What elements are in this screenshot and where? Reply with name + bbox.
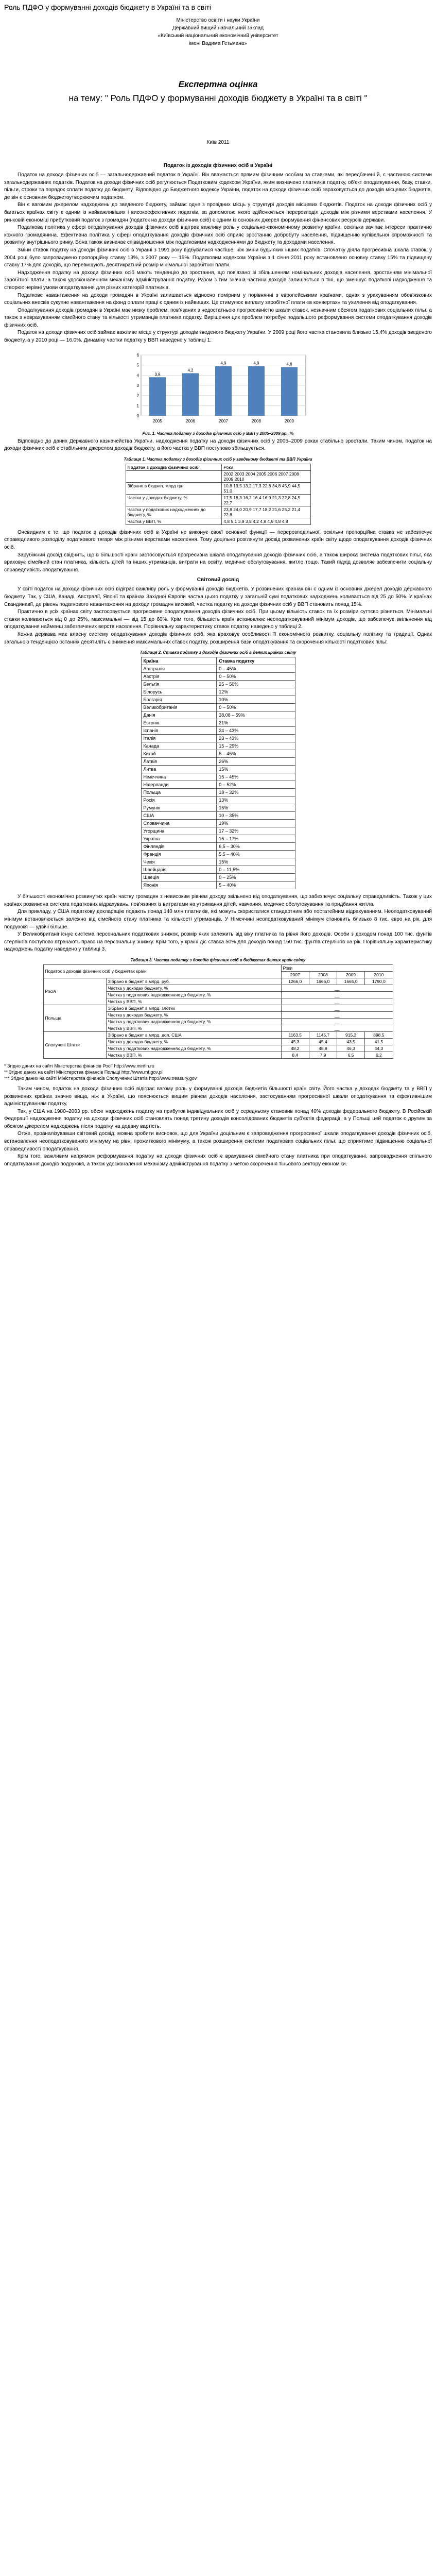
country-cell: Австрія bbox=[141, 673, 217, 681]
paragraph: Податок на доходи фізичних осіб — загальнодержавний податок в Україні. Він вважається прямим фізичним особам за ставками, які передбачені й, є частиною системи загальнодержавних податків. Податок на доходи фізичних осіб регулюється Податковим кодексом України, яким визначено платників податку, об'єкт оподаткування, базу, ставки, пільги, строки та порядок сплати податку до бюджету. Відповідно до Бюджетного кодексу України, податок на доходи фізичних осіб зараховується до доходів місцевих бюджетів, де він є основним бюджетоутворюючим податком. bbox=[4, 172, 432, 200]
value-cell: 48,2 bbox=[281, 1045, 309, 1052]
bar bbox=[182, 373, 199, 416]
y-tick-label: 4 bbox=[136, 372, 139, 378]
value-cell: __ bbox=[281, 985, 393, 991]
row-label: Частка у ВВП, % bbox=[106, 1025, 281, 1031]
table1-year-label: Роки bbox=[222, 464, 310, 470]
ministry-header bbox=[4, 16, 432, 47]
year-header: 2007 bbox=[281, 971, 309, 978]
rate-cell: 24 – 43% bbox=[217, 727, 295, 735]
table-row bbox=[141, 742, 295, 750]
year-header: 2009 bbox=[337, 971, 365, 978]
y-tick-label: 3 bbox=[136, 383, 139, 388]
paragraph: Податкова політика у сфері оподаткування доходів фізичних осіб відіграє важливу роль у соціально-економічному розвитку країни, оскільки зачіпає інтереси практично кожного громадянина. Ефективна політика у сфері оподаткування доходів фізичних осіб сприяє зростанню добробуту населення, підвищенню купівельної спроможності та розвитку внутрішнього ринку. Вона також визначає співвідношення між податковими надходженнями до бюджету та доходами населення. bbox=[4, 225, 432, 246]
table-row bbox=[126, 518, 310, 524]
rate-cell: 10 – 35% bbox=[217, 812, 295, 820]
row-label: Зібрано в бюджет в млрд. злотих bbox=[106, 1005, 281, 1011]
table-cell-label: Частка у податкових надходженнях до бюджету, % bbox=[126, 506, 222, 518]
table-row bbox=[141, 673, 295, 681]
country-cell: Польща bbox=[43, 1005, 106, 1031]
table-row bbox=[126, 494, 310, 506]
paragraph: Податок на доходи фізичних осіб займає важливе місце у структурі доходів зведеного бюджету України. У 2009 році його частка становила близько 15,4% доходів зведеного бюджету, а у 2010 році — 16,0%. Динаміку частки податку у ВВП наведено у таблиці 1. bbox=[4, 330, 432, 344]
header-line: «Київський національний економічний університет bbox=[158, 33, 278, 39]
country-cell: Італія bbox=[141, 735, 217, 742]
paragraph: У світі податок на доходи фізичних осіб відіграє важливу роль у формуванні доходів бюджетів. У розвинених країнах він є одним із основних джерел доходів державного бюджету. Так, у США, Канаді, Австралії, Японії та країнах Західної Європи частка цього податку у загальній сумі податкових надходжень коливається від 25 до 50%. У країнах Скандинавії, де рівень податкового навантаження на доходи громадян високий, частка податку на доходи фізичних осіб у ВВП становить понад 15%. bbox=[4, 586, 432, 607]
table-row bbox=[141, 766, 295, 773]
table-row bbox=[126, 506, 310, 518]
table-row bbox=[141, 735, 295, 742]
bar bbox=[215, 366, 232, 415]
value-cell: 46,3 bbox=[337, 1045, 365, 1052]
rate-cell: 18 – 32% bbox=[217, 789, 295, 796]
bar bbox=[149, 377, 166, 416]
table3 bbox=[43, 964, 393, 1059]
country-cell: Україна bbox=[141, 835, 217, 843]
section1-body-3 bbox=[4, 529, 432, 574]
table-row bbox=[43, 978, 393, 985]
country-cell: Нідерланди bbox=[141, 781, 217, 789]
value-cell: 1163,5 bbox=[281, 1031, 309, 1038]
rate-cell: 38,08 – 59% bbox=[217, 711, 295, 719]
rate-cell: 0 – 52% bbox=[217, 781, 295, 789]
x-tick-label: 2009 bbox=[284, 418, 294, 423]
header-line: Державний вищий навчальний заклад bbox=[172, 25, 264, 31]
table-cell-values: 4,8 5,1 3,9 3,8 4,2 4,9 4,9 4,8 4,8 bbox=[222, 518, 310, 524]
paragraph: Надходження податку на доходи фізичних осіб мають тенденцію до зростання, що пов'язано зі збільшенням номінальних доходів населення, зростанням мінімальної заробітної плати, а також удосконаленням механізму адміністрування податку. Разом з тим значна частина доходів залишається в тіні, що зменшує податкові надходження та створює нерівні умови оподаткування для різних категорій платників. bbox=[4, 269, 432, 291]
country-cell: Канада bbox=[141, 742, 217, 750]
row-label: Частка у ВВП, % bbox=[106, 998, 281, 1005]
rate-cell: 15% bbox=[217, 766, 295, 773]
country-cell: Латвія bbox=[141, 758, 217, 766]
table-row bbox=[43, 1031, 393, 1038]
rate-cell: 0 – 50% bbox=[217, 673, 295, 681]
country-cell: Росія bbox=[43, 978, 106, 1005]
table-row bbox=[141, 804, 295, 812]
y-tick-label: 5 bbox=[136, 363, 139, 368]
country-cell: Швеція bbox=[141, 874, 217, 882]
y-tick-label: 6 bbox=[136, 352, 139, 358]
table-row bbox=[141, 812, 295, 820]
value-cell: 1665,0 bbox=[337, 978, 365, 985]
rate-cell: 16% bbox=[217, 804, 295, 812]
table2 bbox=[141, 657, 295, 889]
table-row bbox=[141, 858, 295, 866]
value-cell: __ bbox=[281, 1011, 393, 1018]
header-line: імені Вадима Гетьмана» bbox=[189, 41, 247, 46]
paragraph: Кожна держава має власну систему оподаткування доходів фізичних осіб, яка враховує особливості її економічного розвитку, соціальну політику та традиції. Однак загальною тенденцією останніх десятиліть є зниження максимальних ставок податку, розширення бази оподаткування та скорочення кількості податкових пільг. bbox=[4, 631, 432, 645]
paragraph: Таким чином, податок на доходи фізичних осіб відіграє вагому роль у формуванні доходів бюджетів більшості країн світу. Його частка у доходах бюджету та у ВВП у розвинених країнах значно вища, ніж в Україні, що пояснюється вищим рівнем доходів населення, застосуванням прогресивної шкали оподаткування та ефективнішим адмініструванням податку. bbox=[4, 1086, 432, 1107]
footnotes bbox=[4, 1063, 432, 1081]
row-label: Частка у податкових надходженнях до бюджету, % bbox=[106, 1045, 281, 1052]
rate-cell: 15 – 29% bbox=[217, 742, 295, 750]
paragraph: Отже, проаналізувавши світовий досвід, можна зробити висновок, що для України доцільним є запровадження прогресивної шкали оподаткування доходів фізичних осіб, встановлення неоподатковуваного мінімуму на рівні прожиткового мінімуму, а також розширення системи податкових соціальних пільг, що сприятиме підвищенню соціальної справедливості оподаткування. bbox=[4, 1131, 432, 1152]
data-label: 4,8 bbox=[286, 362, 292, 367]
rate-cell: 12% bbox=[217, 688, 295, 696]
table-row bbox=[141, 773, 295, 781]
rate-cell: 10% bbox=[217, 696, 295, 704]
paragraph: Він є вагомим джерелом надходжень до зведеного бюджету, займає одне з провідних місць у структурі доходів місцевих бюджетів. Податок на доходи фізичних осіб у багатьох країнах світу є одним із найважливіших і високоефективних податків, за допомогою якого здійснюється перерозподіл доходів між різними верствами населення. У ринковій економіці прибутковий податок з громадян (податок на доходи фізичних осіб) є одним із основних джерел формування фінансових ресурсів держави. bbox=[4, 202, 432, 223]
value-cell: __ bbox=[281, 998, 393, 1005]
value-cell: 6,2 bbox=[365, 1052, 393, 1058]
table-cell-values: 17,5 18,3 16,2 16,4 16,9 21,3 22,8 24,5 22,7 bbox=[222, 494, 310, 506]
table-row bbox=[141, 874, 295, 882]
rate-cell: 0 – 25% bbox=[217, 874, 295, 882]
value-cell: 1666,0 bbox=[309, 978, 337, 985]
section1-body-2 bbox=[4, 438, 432, 453]
value-cell: 915,3 bbox=[337, 1031, 365, 1038]
value-cell: 1266,0 bbox=[281, 978, 309, 985]
country-cell: Німеччина bbox=[141, 773, 217, 781]
country-cell: Польща bbox=[141, 789, 217, 796]
table2-caption: Таблиця 2. Ставка податку з доходів фізичних осіб в деяких країнах світу bbox=[139, 650, 297, 655]
bar bbox=[248, 366, 265, 415]
header-line: Міністерство освіти і науки України bbox=[176, 18, 260, 23]
value-cell: 45,3 bbox=[281, 1038, 309, 1045]
value-cell: 1145,7 bbox=[309, 1031, 337, 1038]
bar-chart bbox=[126, 350, 311, 427]
row-label: Частка у доходах бюджету, % bbox=[106, 985, 281, 991]
table-row bbox=[141, 704, 295, 711]
rate-cell: 15 – 17% bbox=[217, 835, 295, 843]
country-cell: Японія bbox=[141, 882, 217, 889]
x-tick-label: 2007 bbox=[218, 418, 228, 423]
table2-header-country: Країна bbox=[141, 657, 217, 665]
table-row bbox=[43, 1005, 393, 1011]
value-cell: 41,5 bbox=[365, 1038, 393, 1045]
year-header: 2010 bbox=[365, 971, 393, 978]
table-cell-label: Частка у доходах бюджету, % bbox=[126, 494, 222, 506]
table-row bbox=[141, 851, 295, 858]
table-row bbox=[141, 719, 295, 727]
value-cell: 48,9 bbox=[309, 1045, 337, 1052]
country-cell: Австралія bbox=[141, 665, 217, 673]
country-cell: Росія bbox=[141, 796, 217, 804]
country-cell: Фінляндія bbox=[141, 843, 217, 851]
value-cell: __ bbox=[281, 1025, 393, 1031]
closing-body bbox=[4, 1086, 432, 1168]
table1 bbox=[126, 464, 311, 525]
city-year: Київ 2011 bbox=[206, 140, 230, 145]
y-tick-label: 0 bbox=[136, 413, 139, 418]
paragraph: Крім того, важливим напрямом реформування податку на доходи фізичних осіб є врахування сімейного стану платника при оподаткуванні, запровадження спільного оподаткування доходів подружжя, а також удосконалення механізму адміністрування податку з метою скорочення тіньового сектору економіки. bbox=[4, 1154, 432, 1167]
rate-cell: 5 – 40% bbox=[217, 882, 295, 889]
rate-cell: 5 – 45% bbox=[217, 750, 295, 758]
x-tick-label: 2006 bbox=[185, 418, 195, 423]
row-label: Частка у податкових надходженнях до бюджету, % bbox=[106, 1018, 281, 1025]
country-cell: Сполучені Штати bbox=[43, 1031, 106, 1058]
value-cell: 43,5 bbox=[337, 1038, 365, 1045]
country-cell: Чехія bbox=[141, 858, 217, 866]
table-row bbox=[141, 711, 295, 719]
table3-years-label: Роки bbox=[281, 964, 393, 971]
rate-cell: 15% bbox=[217, 858, 295, 866]
table-cell-values: 23,8 24,0 20,9 17,7 18,2 21,6 25,2 21,4 22,8 bbox=[222, 506, 310, 518]
value-cell: 45,4 bbox=[309, 1038, 337, 1045]
x-tick-label: 2005 bbox=[152, 418, 162, 423]
paragraph: Очевидним є те, що податок з доходів фізичних осіб в Україні не виконує своєї основної функції — перерозподільної, оскільки пропорційна ставка не забезпечує справедливого розподілу податкового тягаря між різними верствами населення. Тому доцільно розглянути досвід розвинених країн світу щодо оподаткування доходів фізичних осіб. bbox=[4, 529, 432, 551]
paragraph: У більшості економічно розвинутих країн частку громадян з невисоким рівнем доходу звільнено від оподаткування, що забезпечує соціальну справедливість. Також у цих країнах розвинена система податкових відрахувань, пов'язаних із витратами на утримання дітей, навчання, медичне обслуговування та придбання житла. bbox=[4, 894, 432, 907]
row-label: Частка у податкових надходженнях до бюджету, % bbox=[106, 991, 281, 998]
y-tick-label: 2 bbox=[136, 393, 139, 398]
row-label: Частка у доходах бюджету, % bbox=[106, 1011, 281, 1018]
chart-caption: Рис. 1. Частка податку з доходів фізичних осіб у ВВП у 2005–2009 рр., % bbox=[142, 431, 294, 436]
section2-body bbox=[4, 586, 432, 646]
document-title: Роль ПДФО у формуванні доходів бюджету в Україні та в світі bbox=[4, 3, 211, 11]
country-cell: Румунія bbox=[141, 804, 217, 812]
table-row bbox=[126, 482, 310, 494]
rate-cell: 19% bbox=[217, 820, 295, 827]
paragraph: У Великобританії існує система персональних податкових знижок, розмір яких залежить від віку платника та рівня його доходів. Особи з доходом понад 100 тис. фунтів стерлінгів поступово втрачають право на персональну знижку. Крім того, у країні діє ставка 50% для доходів понад 150 тис. фунтів стерлінгів на рік. Порівняльну характеристику надходжень податку наведено у таблиці 3. bbox=[4, 931, 432, 953]
table-row bbox=[141, 688, 295, 696]
table-row bbox=[141, 750, 295, 758]
data-label: 4,9 bbox=[253, 361, 259, 366]
table-row bbox=[141, 827, 295, 835]
chart-container bbox=[4, 350, 432, 427]
rate-cell: 17 – 32% bbox=[217, 827, 295, 835]
section-title: Податок із доходів фізичних осіб в Україні bbox=[163, 163, 273, 168]
value-cell: 8,4 bbox=[281, 1052, 309, 1058]
rate-cell: 6,5 – 30% bbox=[217, 843, 295, 851]
section-title: Світовий досвід bbox=[197, 577, 239, 583]
section1-body bbox=[4, 172, 432, 345]
table-cell-label: Зібрано в бюджет, млрд грн bbox=[126, 482, 222, 494]
table-row bbox=[141, 866, 295, 874]
table3-left-header: Податок з доходів фізичних осіб у бюджетах країн bbox=[43, 964, 281, 978]
table1-caption: Таблиця 1. Частка податку з доходів фізичних осіб у зведеному бюджеті та ВВП України bbox=[124, 456, 312, 462]
footnote: ** Згідно даних на сайті Міністерства фінансів Польщі http://www.mf.gov.pl bbox=[4, 1069, 163, 1075]
data-label: 4,9 bbox=[220, 361, 226, 366]
table3-caption: Таблиця 3. Частка податку з доходів фізичних осіб в бюджетах деяких країн світу bbox=[130, 957, 306, 962]
table-row bbox=[141, 681, 295, 688]
rate-cell: 23 – 43% bbox=[217, 735, 295, 742]
table2-header-rate: Ставка податку bbox=[217, 657, 295, 665]
country-cell: Угорщина bbox=[141, 827, 217, 835]
table-row bbox=[141, 696, 295, 704]
row-label: Частка у ВВП, % bbox=[106, 1052, 281, 1058]
paragraph: Так, у США на 1980–2003 рр. обсяг надходжень податку на прибуток індивідуальних осіб у середньому становив понад 40% доходів федерального бюджету. В Російській Федерації надходження податку на доходи фізичних осіб становлять понад третину доходів консолідованих бюджетів суб'єктів федерації, а у Польщі цей податок є другим за обсягом джерелом надходжень після податку на додану вартість. bbox=[4, 1108, 432, 1129]
value-cell: 44,3 bbox=[365, 1045, 393, 1052]
table-row bbox=[141, 758, 295, 766]
rate-cell: 0 – 50% bbox=[217, 704, 295, 711]
paragraph: Для прикладу, у США податкову декларацію подають понад 140 млн платників, які можуть скористатися стандартним або постатейним відрахуванням. Неоподатковуваний мінімум встановлюється залежно від сімейного стану платника та кількості утриманців. У Німеччині неоподатковуваний мінімум становить близько 8 тис. євро на рік, для подружжя — удвічі більше. bbox=[4, 909, 432, 930]
rate-cell: 25 – 50% bbox=[217, 681, 295, 688]
country-cell: Франція bbox=[141, 851, 217, 858]
section2-body-2 bbox=[4, 893, 432, 954]
rate-cell: 5,5 – 40% bbox=[217, 851, 295, 858]
footnote: *** Згідно даних на сайті Міністерства фінансів Сполучених Штатів http://www.treasury.gov bbox=[4, 1075, 197, 1081]
bar bbox=[281, 367, 298, 415]
paragraph: Зміни ставок податку на доходи фізичних осіб в Україні з 1991 року відбувалися частіше, ніж зміни будь-яких інших податків. Спочатку діяла прогресивна шкала ставок, у 2004 році було запроваджено пропорційну ставку 13%, з 2007 року — 15%. Податковим кодексом України з 1 січня 2011 року встановлено основну ставку 15% та підвищену ставку 17% для доходів, що перевищують десятикратний розмір мінімальної заробітної плати. bbox=[4, 247, 432, 268]
table-row bbox=[141, 781, 295, 789]
value-cell: 1790,0 bbox=[365, 978, 393, 985]
table-row bbox=[141, 820, 295, 827]
table-cell-label: Частка у ВВП, % bbox=[126, 518, 222, 524]
country-cell: Китай bbox=[141, 750, 217, 758]
rate-cell: 21% bbox=[217, 719, 295, 727]
x-tick-label: 2008 bbox=[251, 418, 261, 423]
country-cell: США bbox=[141, 812, 217, 820]
paragraph: Зарубіжний досвід свідчить, що в більшості країн застосовується прогресивна шкала оподаткування доходів фізичних осіб, а також широка система податкових пільг, яка враховує сімейний стан платника, кількість дітей та інших утриманців, витрати на освіту, медичне обслуговування, житло тощо. Такий підхід дозволяє забезпечити соціальну справедливість оподаткування. bbox=[4, 552, 432, 573]
table-row bbox=[141, 882, 295, 889]
data-label: 3,8 bbox=[154, 371, 161, 377]
paragraph: Практично в усіх країнах світу застосовується прогресивне оподаткування доходів фізичних осіб. При цьому кількість ставок та їх розміри суттєво різняться. Мінімальні ставки коливаються від 0 до 25%, максимальні — від 15 до 60%. Крім того, більшість країн встановлює неоподатковуваний мінімум доходів, що забезпечує звільнення від оподаткування найменш забезпечених верств населення. Порівняльну характеристику ставок податку наведено у таблиці 2. bbox=[4, 609, 432, 630]
country-cell: Швейцарія bbox=[141, 866, 217, 874]
country-cell: Словаччина bbox=[141, 820, 217, 827]
row-label: Зібрано в бюджет в млрд. руб. bbox=[106, 978, 281, 985]
country-cell: Литва bbox=[141, 766, 217, 773]
paragraph: Відповідно до даних Державного казначейства України, надходження податку на доходи фізичних осіб у 2005–2009 роках стабільно зростали. Таким чином, податок на доходи фізичних осіб є стабільним джерелом доходів бюджету, а його частка у ВВП поступово збільшується. bbox=[4, 438, 432, 452]
country-cell: Бельгія bbox=[141, 681, 217, 688]
table1-years: 2002 2003 2004 2005 2006 2007 2008 2009 2010 bbox=[222, 470, 310, 482]
table-row bbox=[141, 727, 295, 735]
country-cell: Іспанія bbox=[141, 727, 217, 735]
row-label: Зібрано в бюджет в млрд. дол. США bbox=[106, 1031, 281, 1038]
value-cell: 898,5 bbox=[365, 1031, 393, 1038]
table-row bbox=[141, 665, 295, 673]
year-header: 2008 bbox=[309, 971, 337, 978]
value-cell: 7,9 bbox=[309, 1052, 337, 1058]
table-cell-values: 10,8 13,5 13,2 17,3 22,8 34,8 45,9 44,5 51,0 bbox=[222, 482, 310, 494]
data-label: 4,2 bbox=[187, 368, 194, 373]
table-row bbox=[141, 843, 295, 851]
row-label: Частка у доходах бюджету, % bbox=[106, 1038, 281, 1045]
country-cell: Білорусь bbox=[141, 688, 217, 696]
value-cell: __ bbox=[281, 1005, 393, 1011]
expert-title: Експертна оцінка bbox=[178, 79, 258, 89]
value-cell: __ bbox=[281, 991, 393, 998]
footnote: * Згідно даних на сайті Міністерства фінансів Росії http://www.minfin.ru bbox=[4, 1063, 154, 1069]
paragraph: Податкове навантаження на доходи громадян в Україні залишається відносно помірним у порівнянні з європейськими країнами, однак з урахуванням обов'язкових соціальних внесків сукупне навантаження на фонд оплати праці є одним із найвищих. Це стимулює виплату заробітної плати «в конвертах» та ухилення від оподаткування. bbox=[4, 292, 432, 306]
y-tick-label: 1 bbox=[136, 403, 139, 408]
country-cell: Великобританія bbox=[141, 704, 217, 711]
rate-cell: 26% bbox=[217, 758, 295, 766]
country-cell: Естонія bbox=[141, 719, 217, 727]
value-cell: __ bbox=[281, 1018, 393, 1025]
theme-title: на тему: " Роль ПДФО у формуванні доходів бюджету в Україні та в світі " bbox=[68, 93, 368, 103]
table-row bbox=[141, 789, 295, 796]
rate-cell: 13% bbox=[217, 796, 295, 804]
paragraph: Оподаткування доходів громадян в Україні має низку проблем, пов'язаних з недостатньою прогресивністю шкали ставок, незначним обсягом податкових соціальних пільг, а також з неврахуванням сімейного стану та кількості утриманців платника податку. Вирішення цих проблем потребує подальшого реформування системи оподаткування доходів фізичних осіб. bbox=[4, 307, 432, 328]
table-row bbox=[141, 835, 295, 843]
table1-row-header: Податок з доходів фізичних осіб bbox=[126, 464, 222, 470]
table-row bbox=[141, 796, 295, 804]
rate-cell: 15 – 45% bbox=[217, 773, 295, 781]
value-cell: 6,5 bbox=[337, 1052, 365, 1058]
rate-cell: 0 – 45% bbox=[217, 665, 295, 673]
country-cell: Данія bbox=[141, 711, 217, 719]
rate-cell: 0 – 11,5% bbox=[217, 866, 295, 874]
country-cell: Болгарія bbox=[141, 696, 217, 704]
document-page bbox=[0, 0, 436, 1178]
